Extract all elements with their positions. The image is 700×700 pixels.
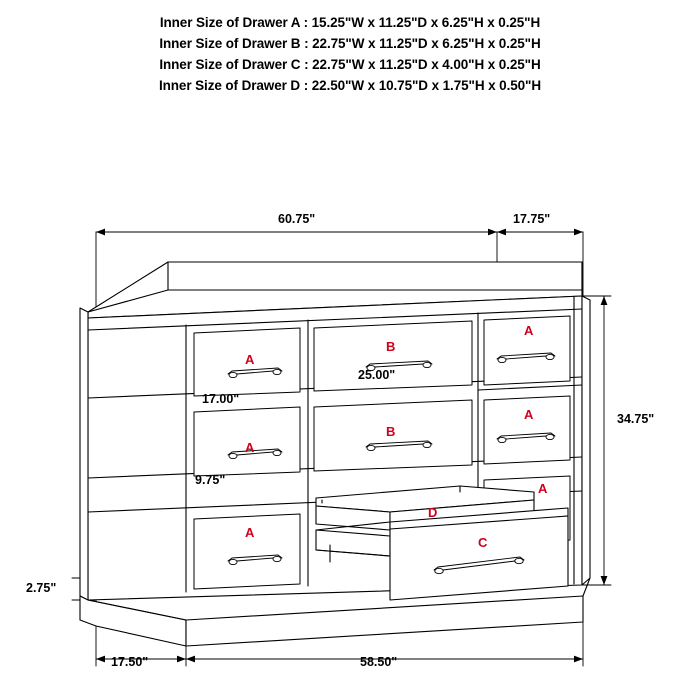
- drawer-letter-a-mid-left: A: [245, 440, 255, 455]
- spec-line-drawer-c: Inner Size of Drawer C : 22.75"W x 11.25"D x 4.00"H x 0.25"H: [159, 57, 541, 72]
- dim-label-total-height: 34.75": [617, 412, 655, 426]
- drawer-letter-a-top-left: A: [245, 352, 255, 367]
- dim-label-drawer-height: 9.75": [195, 473, 226, 487]
- drawer-letter-b-top-center: B: [386, 339, 396, 354]
- drawer-letter-a-top-right: A: [524, 323, 534, 338]
- drawer-letter-a-bottom-right: A: [538, 481, 548, 496]
- drawer-letter-d-tray: D: [428, 505, 438, 520]
- dim-label-base-height: 2.75": [26, 581, 57, 595]
- drawer-letter-a-mid-right: A: [524, 407, 534, 422]
- drawer-letter-b-mid-center: B: [386, 424, 396, 439]
- dim-label-drawer-a-width: 17.00": [202, 392, 240, 406]
- drawer-letter-c-open-drawer: C: [478, 535, 488, 550]
- dim-label-base-width: 58.50": [360, 655, 398, 669]
- spec-line-drawer-a: Inner Size of Drawer A : 15.25"W x 11.25"D x 6.25"H x 0.25"H: [159, 15, 541, 30]
- dim-label-top-width: 60.75": [278, 212, 316, 226]
- spec-line-drawer-b: Inner Size of Drawer B : 22.75"W x 11.25"D x 6.25"H x 0.25"H: [159, 36, 541, 51]
- dim-label-base-depth: 17.50": [111, 655, 149, 669]
- dim-label-top-depth: 17.75": [513, 212, 551, 226]
- spec-line-drawer-d: Inner Size of Drawer D : 22.50"W x 10.75"D x 1.75"H x 0.50"H: [158, 78, 542, 93]
- dim-label-drawer-b-width: 25.00": [358, 368, 396, 382]
- drawer-letter-a-bottom-left: A: [245, 525, 255, 540]
